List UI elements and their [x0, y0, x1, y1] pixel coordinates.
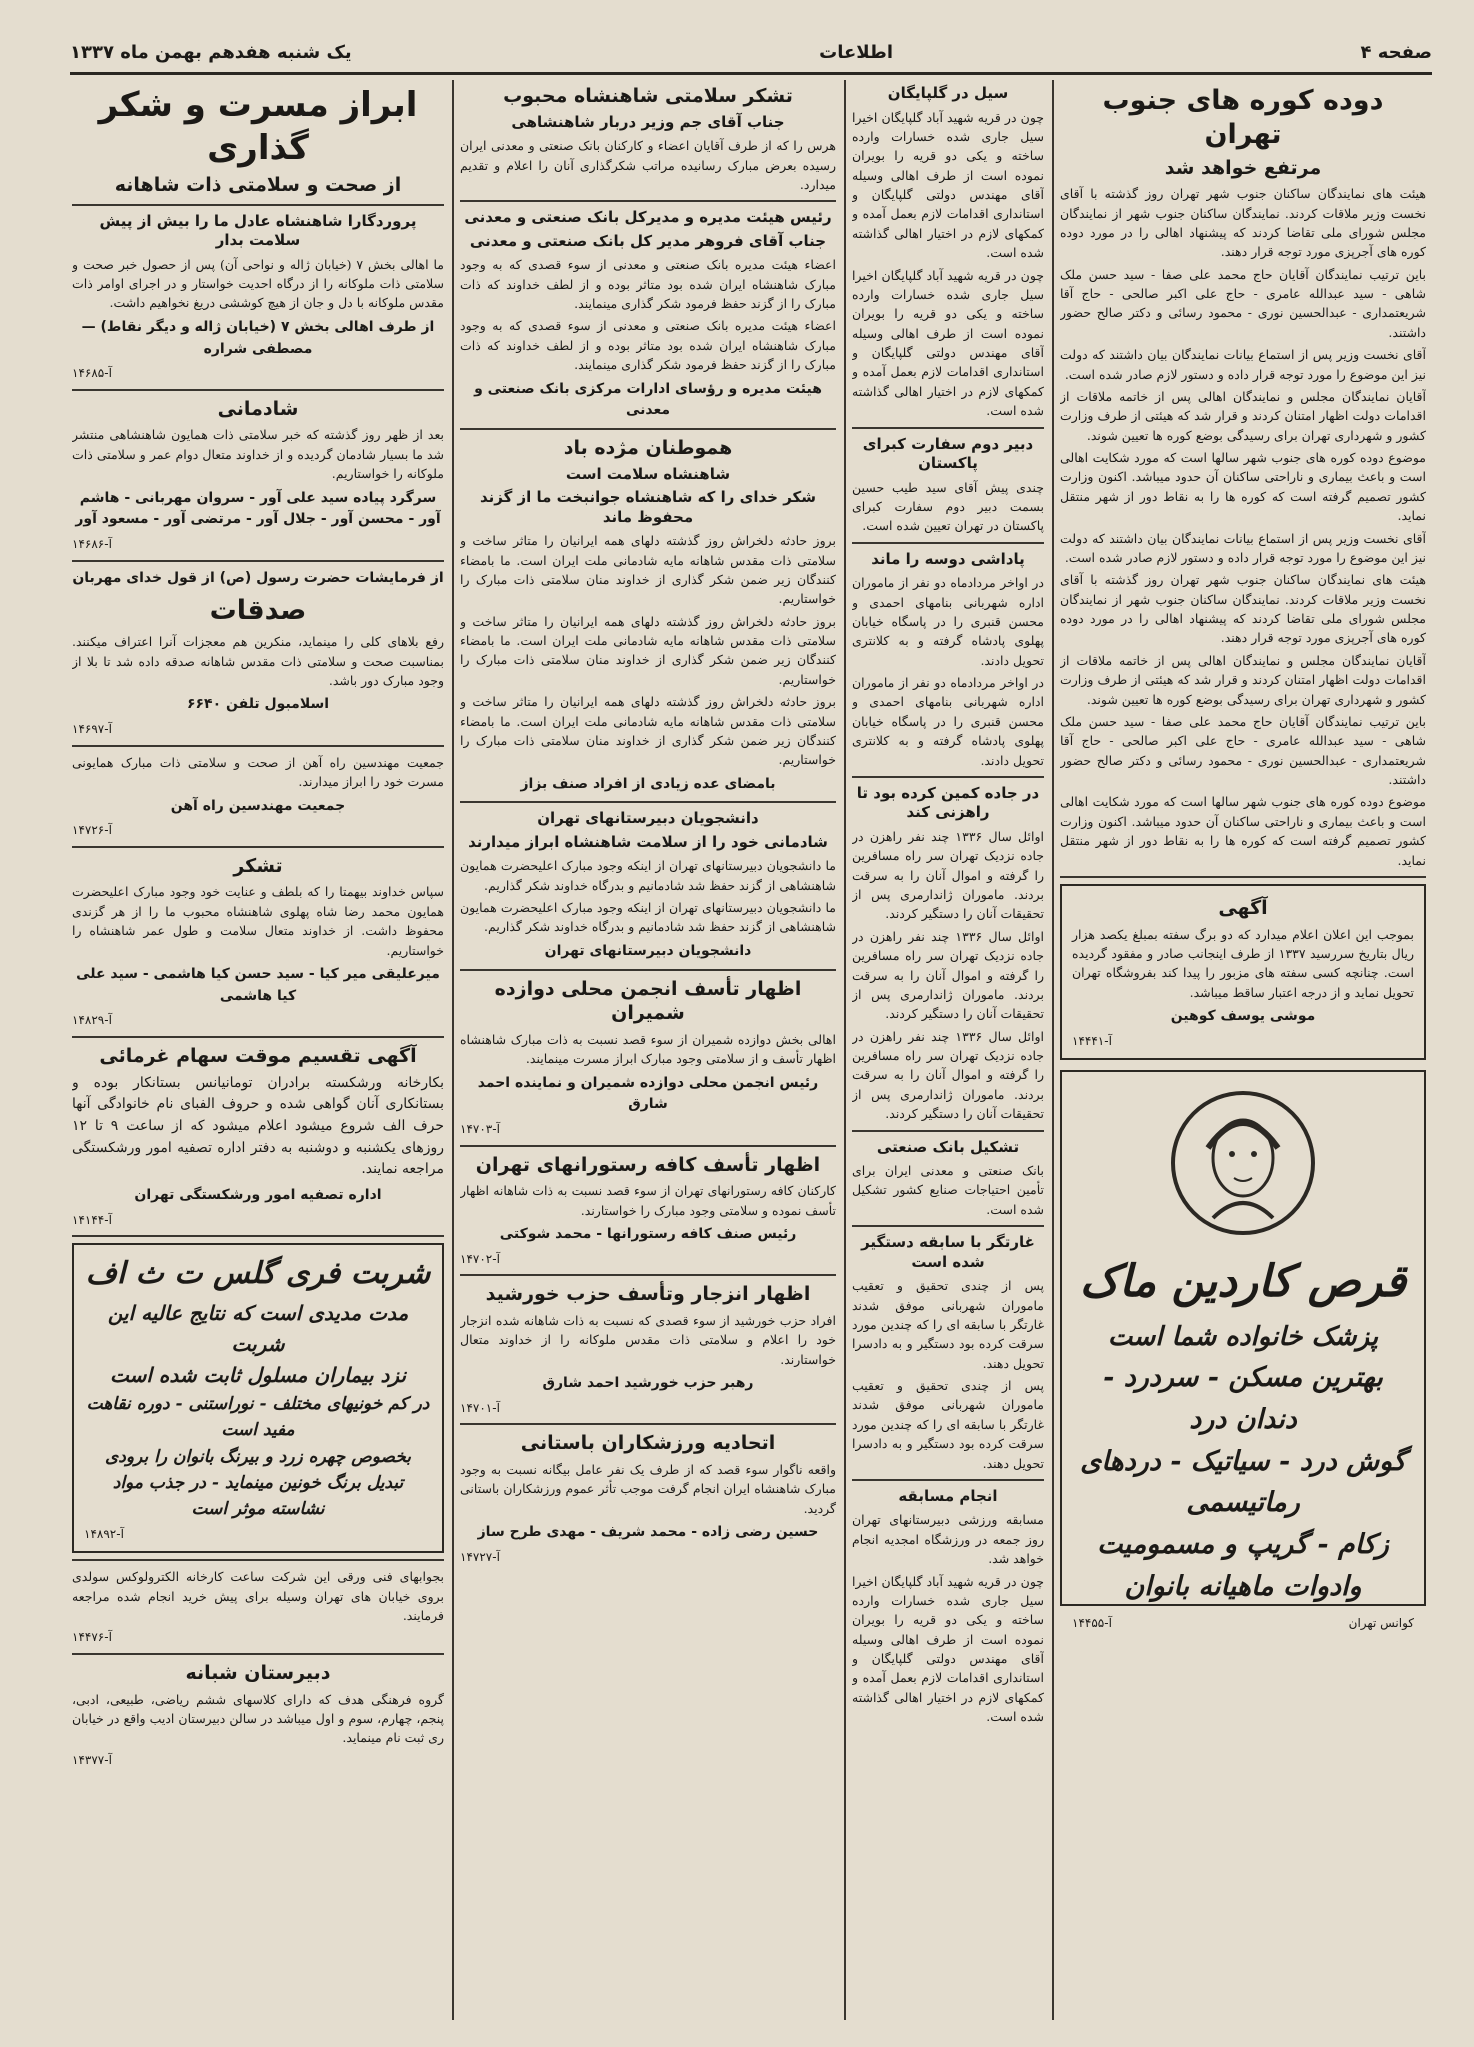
pill-ad-line: وادوات ماهیانه بانوان: [1124, 1571, 1362, 1603]
article-signature: اسلامبول تلفن ۶۶۴۰: [186, 696, 330, 713]
article-text: بروز حادثه دلخراش روز گذشته دلهای همه ایرانیان را متاثر ساخت و سلامتی ذات مقدس شاهانه مایه شادمانی ملت ایران است. ما بامضاء کنندگان زیر ضمن شکر گذاری از خداوند منان سلامتی ذات مبارک را خواستاریم.: [460, 613, 836, 687]
column-divider: [844, 80, 846, 2020]
article-text: ما اهالی بخش ۷ (خیابان ژاله و نواحی آن) پس از حصول خبر صحت و سلامتی ذات ملوکانه را از درگاه احدیت خواستار و در اجرای اوامر ذات مقدس ملوکانه با دل و جان از هیچ کوششی دریغ نخواهیم داشت.: [72, 256, 444, 311]
column-4: [1060, 80, 1426, 2020]
article-title: دبیرستان شبانه: [185, 1661, 331, 1684]
article-title: تشکر: [233, 854, 283, 877]
ad-code: آ-۱۴۷۲۶: [72, 823, 112, 838]
news-text: پس از چندی تحقیق و تعقیب ماموران شهربانی موفق شدند غارتگر با سابقه ای را که چندین مورد سرقت کرده بود دستگیر و به دادسرا تحویل دهند.: [852, 1278, 1044, 1371]
article-title: تشکر سلامتی شاهنشاه محبوب: [503, 85, 793, 107]
ad-code: آ-۱۴۷۲۷: [460, 1549, 500, 1564]
ad-code: آ-۱۴۱۴۴: [72, 1212, 112, 1227]
article-text: باین ترتیب نمایندگان آقایان حاج محمد علی صفا - سید حسن ملک شاهی - سید عبدالله عامری - حاج علی اکبر صالحی - حاج آقا شریعتمداری - عبدالحسین نوری - محمود رسائی و دکتر صالح حضور داشتند.: [1060, 266, 1426, 340]
article-signature: اداره تصفیه امور ورشکستگی تهران: [134, 1187, 382, 1204]
news-text: اوائل سال ۱۳۳۶ چند نفر راهزن در جاده نزدیک تهران سر راه مسافرین را گرفته و اموال آنان را به سرقت بردند. ماموران ژاندارمری پس از تحقیقات آنان را دستگیر کردند.: [852, 928, 1044, 1022]
article-subtitle: شاهنشاه سلامت است: [565, 464, 731, 483]
article-subtitle: شکر خدای را که شاهنشاه جوانبخت ما از گزند محفوظ ماند: [479, 488, 817, 526]
article-signature: رئیس صنف کافه رستورانها - محمد شوکتی: [499, 1226, 797, 1243]
news-text: در اواخر مردادماه دو نفر از ماموران اداره شهربانی بنامهای احمدی و محسن قنبری را در پاسگاه خیابان پهلوی پادشاه گرفته و به کلانتری تحویل دادند.: [852, 675, 1044, 768]
syrup-ad-line: بخصوص چهره زرد و بیرنگ بانوان را برودی تبدیل برنگ خونین مینماید - در جذب مواد نشاسته موثر است: [105, 1446, 411, 1520]
article-text: آقایان نمایندگان مجلس و نمایندگان اهالی پس از خاتمه ملاقات از اقدامات دولت اظهار امتنان کردند و قرار شد که هیئتی از طرف وزارت کشور و شهرداری تهران برای رسیدگی بوضع کوره ها تعیین شوند.: [1060, 388, 1426, 443]
article-title: اتحادیه ورزشکاران باستانی: [520, 1432, 776, 1455]
article-signature: رهبر حزب خورشید احمد شارق: [542, 1375, 754, 1392]
article-text: اهالی بخش دوازده شمیران از سوء قصد نسبت به ذات مبارک شاهنشاه اظهار تأسف و از سلامتی وجود مبارک ابراز مسرت مینمایند.: [460, 1031, 836, 1067]
article-title: اظهار انزجار وتأسف حزب خورشید: [485, 1283, 811, 1306]
article-title: هموطنان مژده باد: [563, 436, 733, 459]
ad-code: آ-۱۴۶۹۷: [72, 722, 112, 737]
article-signature: هیئت مدیره و رؤسای ادارات مرکزی بانک صنعتی و معدنی: [474, 380, 822, 419]
ad-code: آ-۱۴۴۷۶: [72, 1630, 112, 1645]
column-divider: [1052, 80, 1054, 2020]
pill-ad-subtitle: پزشک خانواده شما است: [1107, 1321, 1379, 1352]
article-subtitle: جناب آقای فروهر مدیر کل بانک صنعتی و معدنی: [469, 231, 827, 250]
article-text: ما دانشجویان دبیرستانهای تهران از اینکه وجود مبارک اعلیحضرت همایون شاهنشاهی از گزند حفظ شد شادمانیم و بدرگاه خداوند شکر گذاریم.: [460, 900, 836, 935]
article-text: اعضاء هیئت مدیره بانک صنعتی و معدنی از سوء قصدی که به وجود مبارک شاهنشاه ایران شده بود متاثر بوده و از لطف خداوند که ذات مبارک را از گزند حفظ فرمود شکر گذاری مینمایند.: [460, 257, 836, 312]
ad-code: آ-۱۴۷۰۳: [460, 1122, 500, 1136]
article-title: اظهار تأسف کافه رستورانهای تهران: [475, 1153, 821, 1176]
article-text: آقایان نمایندگان مجلس و نمایندگان اهالی پس از خاتمه ملاقات از اقدامات دولت اظهار امتنان کردند و قرار شد که هیئتی از طرف وزارت کشور و شهرداری تهران برای رسیدگی بوضع کوره ها تعیین شوند.: [1060, 652, 1426, 707]
page-header: [70, 32, 1432, 75]
notice-signature: موشی یوسف کوهین: [1170, 1008, 1316, 1025]
article-title: صدقات: [209, 595, 307, 627]
article-text: هیئت های نمایندگان ساکنان جنوب شهر تهران روز گذشته با آقای نخست وزیر ملاقات کردند. نمایندگان ساکنان جنوب شهر از نمایندگان مجلس شورای ملی تقاضا کردند که پیشنهاد اهالی را در مورد دوده کوره های آجرپزی مورد توجه قرار دهند.: [1060, 186, 1426, 260]
newspaper-name: اطلاعات: [819, 41, 894, 63]
news-title: سیل در گلپایگان: [887, 84, 1009, 102]
main-subheadline: از صحت و سلامتی ذات شاهانه: [114, 174, 402, 196]
news-text: چون در قریه شهید آباد گلپایگان اخیرا سیل جاری شده خسارات وارده ساخته و یکی دو قریه را بویران نموده است از طرف اهالی وسیله آقای مهندس دولتی گلپایگان و استانداری اقدامات لازم بعمل آمده و کمکهای لازم در اختیار اهالی گذاشته شده است.: [852, 109, 1044, 261]
article-text: افراد حزب خورشید از سوء قصدی که نسبت به ذات شاهانه شده انزجار خود را اعلام و سلامتی ذات مقدس ملوکانه را از خداوند متعال خواستارند.: [460, 1313, 836, 1367]
notice-title: آگهی: [1218, 896, 1268, 919]
article-subtitle: جناب آقای جم وزیر دربار شاهنشاهی: [511, 112, 785, 131]
headline-kilns: دوده کوره های جنوب تهران: [1102, 85, 1384, 150]
subheadline-kilns: مرتفع خواهد شد: [1164, 156, 1322, 179]
column-divider: [452, 80, 454, 2020]
news-text: اوائل سال ۱۳۳۶ چند نفر راهزن در جاده نزدیک تهران سر راه مسافرین را گرفته و اموال آنان را به سرقت بردند. ماموران ژاندارمری پس از تحقیقات آنان را دستگیر کردند.: [852, 828, 1044, 922]
syrup-ad-title: شربت فری گلس ت ث اف: [85, 1256, 431, 1292]
ad-code: آ-۱۴۷۰۱: [460, 1400, 500, 1415]
article-text: بروز حادثه دلخراش روز گذشته دلهای همه ایرانیان را متاثر ساخت و سلامتی ذات مقدس شاهانه مایه شادمانی ملت ایران است. ما بامضاء کنندگان زیر ضمن شکر گذاری از خداوند منان سلامتی ذات مبارک را خواستاریم.: [460, 694, 836, 768]
article-title: دانشجویان دبیرستانهای تهران: [537, 809, 759, 828]
ad-code: آ-۱۴۷۰۲: [460, 1251, 500, 1266]
syrup-ad-line: در کم خونیهای مختلف - نوراستنی - دوره نقاهت مفید است: [86, 1393, 430, 1441]
notice-code: آ-۱۴۴۴۱: [1072, 1033, 1112, 1048]
pill-ad-title: قرص کاردین ماک: [1079, 1256, 1407, 1308]
article-text: آقای نخست وزیر پس از استماع بیانات نمایندگان بیان داشتند که دولت نیز این موضوع را مورد توجه قرار داده و دستور لازم صادر شده است.: [1060, 530, 1426, 565]
article-text: هیئت های نمایندگان ساکنان جنوب شهر تهران روز گذشته با آقای نخست وزیر ملاقات کردند. نمایندگان ساکنان جنوب شهر از نمایندگان مجلس شورای ملی تقاضا کردند که پیشنهاد اهالی را در مورد دوده کوره های آجرپزی مورد توجه قرار دهند.: [1060, 572, 1426, 646]
article-text: بروز حادثه دلخراش روز گذشته دلهای همه ایرانیان را متاثر ساخت و سلامتی ذات مقدس شاهانه مایه شادمانی ملت ایران است. ما بامضاء کنندگان زیر ضمن شکر گذاری از خداوند منان سلامتی ذات مبارک را خواستاریم.: [460, 533, 836, 607]
ad-code: آ-۱۴۸۹۲: [84, 1526, 124, 1541]
article-text: ما دانشجویان دبیرستانهای تهران از اینکه وجود مبارک اعلیحضرت همایون شاهنشاهی از گزند حفظ شد شادمانیم و بدرگاه خداوند شکر گذاریم.: [460, 858, 836, 893]
ad-code: آ-۱۴۳۷۷: [72, 1752, 112, 1767]
article-text: رفع بلاهای کلی را مینماید، منکرین هم معجزات آنرا اعتراف میکنند. بمناسبت صحت و سلامتی ذات مقدس شاهانه صدقه داده شد تا بلا از وجود مبارک دور باشد.: [72, 634, 444, 689]
ad-code: آ-۱۴۶۸۶: [72, 536, 112, 551]
news-title: پاداشی دوسه را ماند: [871, 549, 1025, 568]
article-text: آقای نخست وزیر پس از استماع بیانات نمایندگان بیان داشتند که دولت نیز این موضوع را مورد توجه قرار داده و دستور لازم صادر شده است.: [1060, 347, 1426, 382]
news-text: چون در قریه شهید آباد گلپایگان اخیرا سیل جاری شده خسارات وارده ساخته و یکی دو قریه را بویران نموده است از طرف اهالی وسیله آقای مهندس دولتی گلپایگان و استانداری اقدامات لازم بعمل آمده و کمکهای لازم در اختیار اهالی گذاشته شده است.: [852, 1573, 1044, 1725]
ad-code: آ-۱۴۶۸۵: [72, 366, 112, 381]
news-text: چون در قریه شهید آباد گلپایگان اخیرا سیل جاری شده خسارات وارده ساخته و یکی دو قریه را بویران نموده است از طرف اهالی وسیله آقای مهندس دولتی گلپایگان و استانداری اقدامات لازم بعمل آمده و کمکهای لازم در اختیار اهالی گذاشته شده است.: [852, 267, 1044, 419]
news-title: تشکیل بانک صنعتی: [876, 1137, 1020, 1156]
news-text: بانک صنعتی و معدنی ایران برای تأمین احتیاجات صنایع کشور تشکیل شده است.: [852, 1163, 1044, 1217]
article-title: آگهی تقسیم موقت سهام غرمائی: [99, 1044, 417, 1067]
article-signature: بامضای عده زیادی از افراد صنف بزاز: [520, 775, 776, 792]
article-title: رئیس هیئت مدیره و مدیرکل بانک صنعتی و معدنی: [464, 208, 832, 227]
news-text: در اواخر مردادماه دو نفر از ماموران اداره شهربانی بنامهای احمدی و محسن قنبری را در پاسگاه خیابان پهلوی پادشاه گرفته و به کلانتری تحویل دادند.: [852, 575, 1044, 668]
pill-ad-footer: کوانس تهران: [1348, 1615, 1414, 1630]
pill-ad-line: گوش درد - سیاتیک - دردهای رماتیسمی: [1080, 1445, 1406, 1519]
column-2: [460, 80, 836, 2020]
article-text: گروه فرهنگی هدف که دارای کلاسهای ششم ریاضی، طبیعی، ادبی، پنجم، چهارم، سوم و اول میباشد در سالن دبیرستان ادیب واقع در خیابان ری ثبت نام مینماید.: [72, 1691, 444, 1746]
article-text: موضوع دوده کوره های جنوب شهر سالها است که مورد شکایت اهالی است و باعث بیماری و ناراحتی ساکنان آن حدود میباشد. اکنون وزارت کشور تصمیم گرفته است که کوره ها را به نقاط دور از شهر منتقل نماید.: [1060, 794, 1426, 868]
article-text: بعد از ظهر روز گذشته که خبر سلامتی ذات همایون شاهنشاهی منتشر شد ما بسیار شادمان گردیده و از خداوند متعال دوام عمر و سلامتی ذات ملوکانه را خواستاریم.: [72, 427, 444, 482]
article-text: هرس را که از طرف آقایان اعضاء و کارکنان بانک صنعتی و معدنی ایران رسیده بعرض مبارک رسانیده مراتب شکرگذاری آنان را اعلام و تقدیم میدارد.: [460, 138, 836, 192]
article-title: شادمانی: [217, 397, 299, 420]
woman-portrait-icon: [1168, 1088, 1318, 1238]
syrup-ad-line: مدت مدیدی است که نتایج عالیه این شربت: [107, 1300, 409, 1356]
article-signature: از طرف اهالی بخش ۷ (خیابان ژاله و دیگر نقاط) — مصطفی شراره: [81, 318, 435, 357]
news-title: غارتگر با سابقه دستگیر شده است: [861, 1233, 1035, 1271]
article-text: جمعیت مهندسین راه آهن از صحت و سلامتی ذات مبارک همایونی مسرت خود را ابراز میدارند.: [72, 754, 444, 790]
news-text: چندی پیش آقای سید طیب حسین بسمت دبیر دوم سفارت کبرای پاکستان در تهران تعیین شده است.: [852, 479, 1044, 534]
notice-box: [1060, 884, 1426, 1060]
pill-ad-line: بهترین مسکن - سردرد - دندان درد: [1103, 1361, 1383, 1435]
news-title: در جاده کمین کرده بود تا راهزنی کند: [856, 783, 1040, 822]
article-text: باین ترتیب نمایندگان آقایان حاج محمد علی صفا - سید حسن ملک شاهی - سید عبدالله عامری - حاج علی اکبر صالحی - حاج آقا شریعتمداری - عبدالحسین نوری - محمود رسائی و دکتر صالح حضور داشتند.: [1060, 713, 1426, 788]
news-text: مسابقه ورزشی دبیرستانهای تهران روز جمعه در ورزشگاه امجدیه انجام خواهد شد.: [852, 1512, 1044, 1567]
column-3: [852, 80, 1044, 2020]
article-signature: جمعیت مهندسین راه آهن: [170, 797, 346, 814]
pill-ad-box: [1060, 1070, 1426, 1630]
article-text: بجوابهای فنی ورقی این شرکت ساعت کارخانه الکترولوکس سولدی بروی خیابان های تهران وسیله برای پیش خرید انجام شده مراجعه فرمایند.: [72, 1569, 444, 1623]
article-text: اعضاء هیئت مدیره بانک صنعتی و معدنی از سوء قصدی که به وجود مبارک شاهنشاه ایران شده بود متاثر بوده و از لطف خداوند که ذات مبارک را از گزند حفظ فرمود شکر گذاری مینمایند.: [460, 318, 836, 373]
column-1: [72, 80, 444, 2020]
article-signature: حسین رضی زاده - محمد شریف - مهدی طرح ساز: [477, 1524, 819, 1541]
article-text: بکارخانه ورشکسته برادران تومانیانس بستانکار بوده و بستانکاری آنان گواهی شده و حروف الفبای نام خانوادگی آنها حرف الف شروع میشود اعلام میشود که از ساعت ۹ تا ۱۲ روزهای یکشنبه و دوشنبه به دفتر اداره تصفیه امور ورشکستگی مراجعه نمایند.: [72, 1074, 444, 1178]
news-text: پس از چندی تحقیق و تعقیب ماموران شهربانی موفق شدند غارتگر با سابقه ای را که چندین مورد سرقت کرده بود دستگیر و به دادسرا تحویل دهند.: [852, 1378, 1044, 1471]
syrup-ad-box: [72, 1243, 444, 1553]
ad-code: آ-۱۴۸۲۹: [72, 1013, 112, 1028]
notice-text: بموجب این اعلان اعلام میدارد که دو برگ سفته بمبلغ یکصد هزار ریال بتاریخ سررسید ۱۳۳۷ از طرف اینجانب صادر و مفقود گردیده است. چنانچه کسی سفته های مزبور را پیدا کند بفروشگاه تهران تحویل نماید و از درجه اعتبار ساقط میباشد.: [1072, 926, 1414, 1000]
article-text: واقعه ناگوار سوء قصد که از طرف یک نفر عامل بیگانه نسبت به وجود مبارک شاهنشاه ایران انجام گرفت موجب تأثر عموم ورزشکاران باستانی گردید.: [460, 1462, 836, 1516]
news-title: دبیر دوم سفارت کبرای پاکستان: [862, 434, 1034, 472]
pill-ad-line: زکام - گریپ و مسمومیت: [1097, 1529, 1389, 1561]
article-text: کارکنان کافه رستورانهای تهران از سوء قصد نسبت به ذات شاهانه اظهار تأسف نموده و سلامتی وجود مبارک را خواستارند.: [460, 1183, 836, 1218]
article-signature: میرعلیقی میر کیا - سید حسن کیا هاشمی - سید علی کیا هاشمی: [76, 965, 440, 1004]
article-signature: دانشجویان دبیرستانهای تهران: [544, 942, 752, 959]
news-text: اوائل سال ۱۳۳۶ چند نفر راهزن در جاده نزدیک تهران سر راه مسافرین را گرفته و اموال آنان را به سرقت بردند. ماموران ژاندارمری پس از تحقیقات آنان را دستگیر کردند.: [852, 1028, 1044, 1122]
article-title: پروردگارا شاهنشاه عادل ما را بیش از پیش سلامت بدار: [99, 211, 417, 250]
article-text: موضوع دوده کوره های جنوب شهر سالها است که مورد شکایت اهالی است و باعث بیماری و ناراحتی ساکنان آن حدود میباشد. اکنون وزارت کشور تصمیم گرفته است که کوره ها را به نقاط دور از شهر منتقل نماید.: [1060, 450, 1426, 524]
article-signature: سرگرد پیاده سید علی آور - سروان مهربانی - هاشم آور - محسن آور - جلال آور - مرتضی آور - مسعود آور: [75, 489, 441, 528]
news-title: انجام مسابقه: [898, 1486, 998, 1505]
article-text: سپاس خداوند بیهمتا را که بلطف و عنایت خود وجود مبارک اعلیحضرت همایون محمد رضا شاه پهلوی شاهنشاه محبوب ما را از هر گزندی محفوظ داشت. از خداوند متعال سلامت و طول عمر شاهنشاه را خواستاریم.: [72, 884, 444, 958]
syrup-ad-line: نزد بیماران مسلول ثابت شده است: [109, 1362, 407, 1387]
main-headline: ابراز مسرت و شکر گذاری: [98, 85, 418, 168]
issue-date: یک شنبه هفدهم بهمن ماه ۱۳۳۷: [70, 41, 352, 63]
article-kicker: از فرمایشات حضرت رسول (ص) از قول خدای مهربان: [72, 569, 444, 586]
pill-ad-code: آ-۱۴۴۵۵: [1072, 1615, 1112, 1630]
article-subtitle: شادمانی خود را از سلامت شاهنشاه ابراز میدارند: [468, 832, 828, 851]
page-number: صفحه ۴: [1360, 41, 1432, 63]
article-signature: رئیس انجمن محلی دوازده شمیران و نماینده احمد شارق: [477, 1074, 819, 1113]
article-title: اظهار تأسف انجمن محلی دوازده شمیران: [494, 977, 802, 1025]
